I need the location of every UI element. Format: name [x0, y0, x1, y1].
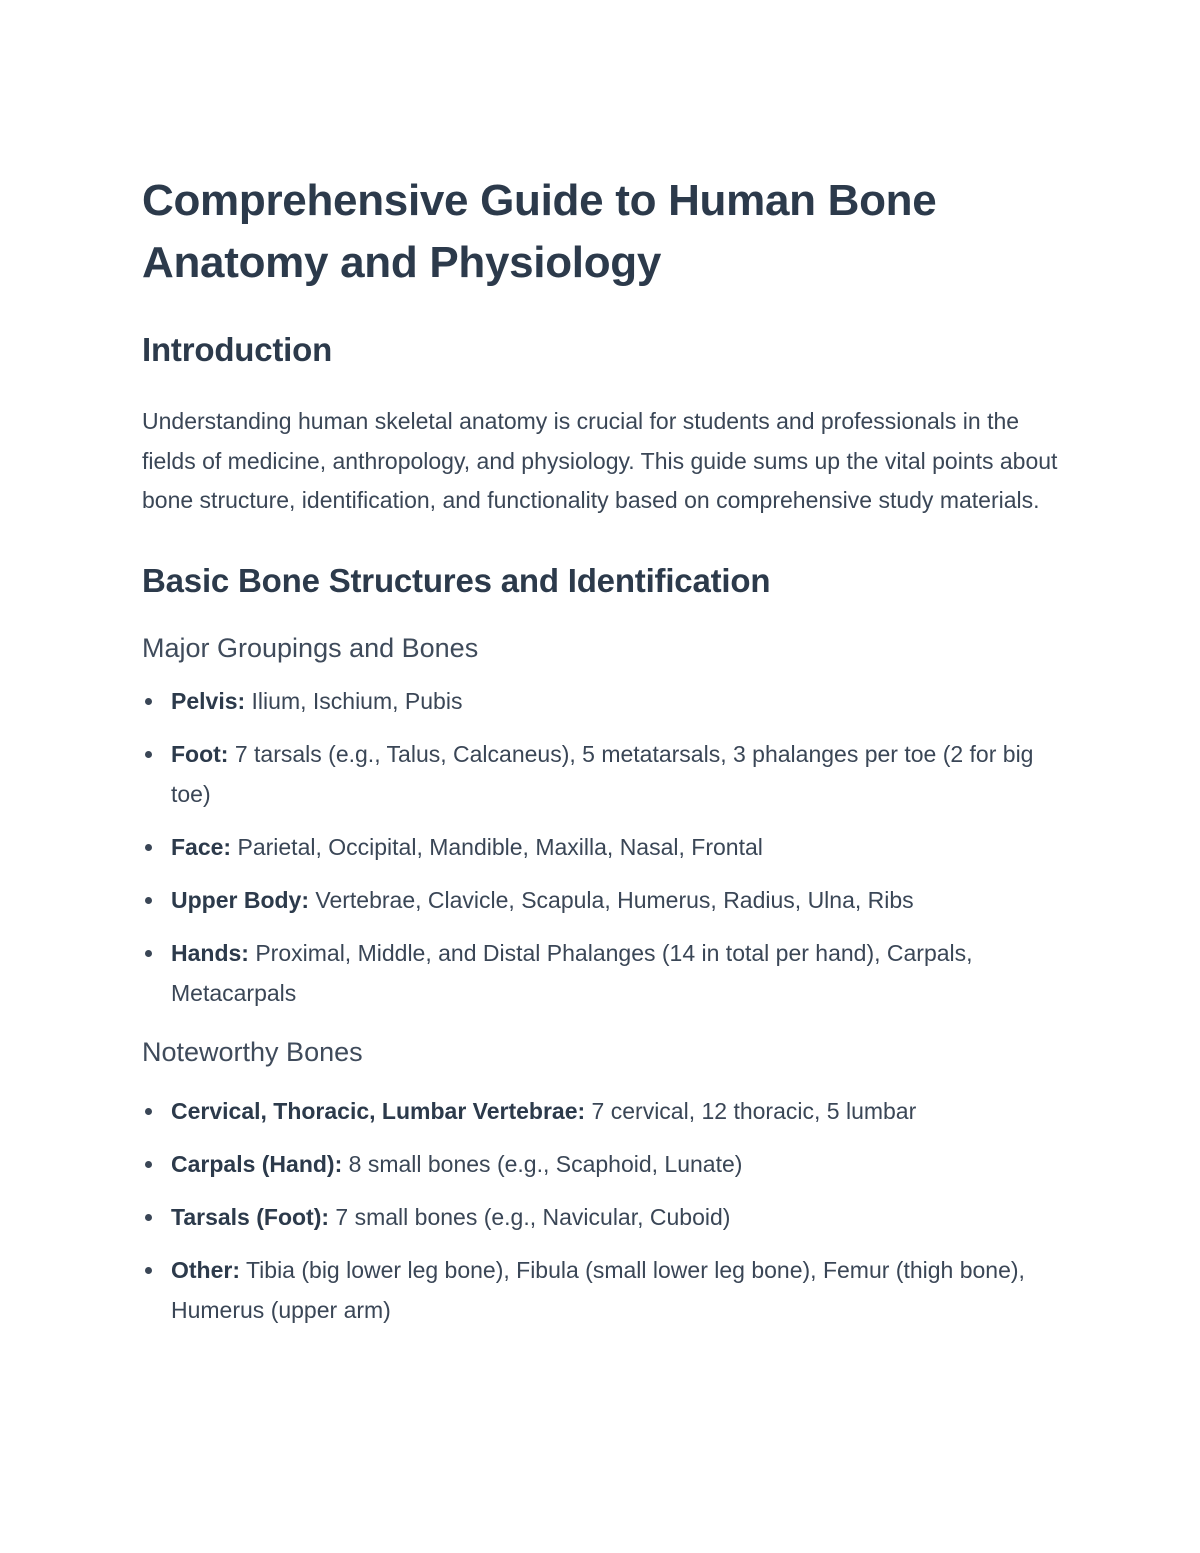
bullet-icon [145, 1267, 152, 1274]
list-item-face [142, 827, 1072, 867]
major-groupings-heading: Major Groupings and Bones [142, 632, 479, 663]
introduction-heading: Introduction [142, 331, 333, 368]
bullet-icon [145, 698, 152, 705]
list-item-pelvis [142, 681, 1072, 721]
list-item-text: 7 small bones (e.g., Navicular, Cuboid) [329, 1203, 731, 1230]
list-item-term: Other: [171, 1256, 240, 1283]
list-item-term: Hands: [171, 939, 249, 966]
list-item-text: 8 small bones (e.g., Scaphoid, Lunate) [342, 1150, 743, 1177]
list-item-hands [142, 933, 1072, 1013]
bullet-icon [145, 1214, 152, 1221]
bullet-icon [145, 1161, 152, 1168]
basic-structures-heading: Basic Bone Structures and Identification [142, 561, 771, 599]
bullet-icon [145, 751, 152, 758]
list-item-term: Cervical, Thoracic, Lumbar Vertebrae: [171, 1097, 586, 1124]
noteworthy-bones-heading: Noteworthy Bones [142, 1036, 363, 1067]
list-item-text: 7 cervical, 12 thoracic, 5 lumbar [585, 1097, 917, 1124]
list-item-term: Pelvis: [171, 687, 246, 714]
noteworthy-bones-list [142, 1091, 1072, 1330]
list-item-vertebrae [142, 1091, 1072, 1131]
list-item-term: Carpals (Hand): [171, 1150, 343, 1177]
list-item-tarsals [142, 1197, 1072, 1237]
major-groupings-list [142, 681, 1072, 1013]
list-item-text: Proximal, Middle, and Distal Phalanges (14 in total per hand), Carpals, Metacarpals [171, 939, 973, 1006]
list-item-text: Vertebrae, Clavicle, Scapula, Humerus, Radius, Ulna, Ribs [309, 886, 914, 913]
list-item-term: Foot: [171, 740, 229, 767]
bullet-icon [145, 1108, 152, 1115]
list-item-text: Tibia (big lower leg bone), Fibula (small lower leg bone), Femur (thigh bone), Humerus (upper arm) [171, 1256, 1025, 1323]
bullet-icon [145, 844, 152, 851]
list-item-term: Tarsals (Foot): [171, 1203, 330, 1230]
list-item-carpals [142, 1144, 1072, 1184]
list-item-term: Face: [171, 833, 232, 860]
list-item-text: Ilium, Ischium, Pubis [245, 687, 463, 714]
list-item-other [142, 1250, 1072, 1330]
bullet-icon [145, 950, 152, 957]
document-page [142, 170, 1072, 1343]
list-item-text: 7 tarsals (e.g., Talus, Calcaneus), 5 metatarsals, 3 phalanges per toe (2 for big toe) [171, 740, 1034, 807]
document-title: Comprehensive Guide to Human Bone Anatomy and Physiology [142, 176, 937, 287]
list-item-upper-body [142, 880, 1072, 920]
list-item-text: Parietal, Occipital, Mandible, Maxilla, Nasal, Frontal [231, 833, 763, 860]
list-item-term: Upper Body: [171, 886, 309, 913]
introduction-paragraph: Understanding human skeletal anatomy is crucial for students and professionals in the fields of medicine, anthropology, and physiology. This guide sums up the vital points about bone structure, identification, and functionality based on comprehensive study materials. [142, 408, 1058, 513]
bullet-icon [145, 897, 152, 904]
list-item-foot [142, 734, 1072, 814]
